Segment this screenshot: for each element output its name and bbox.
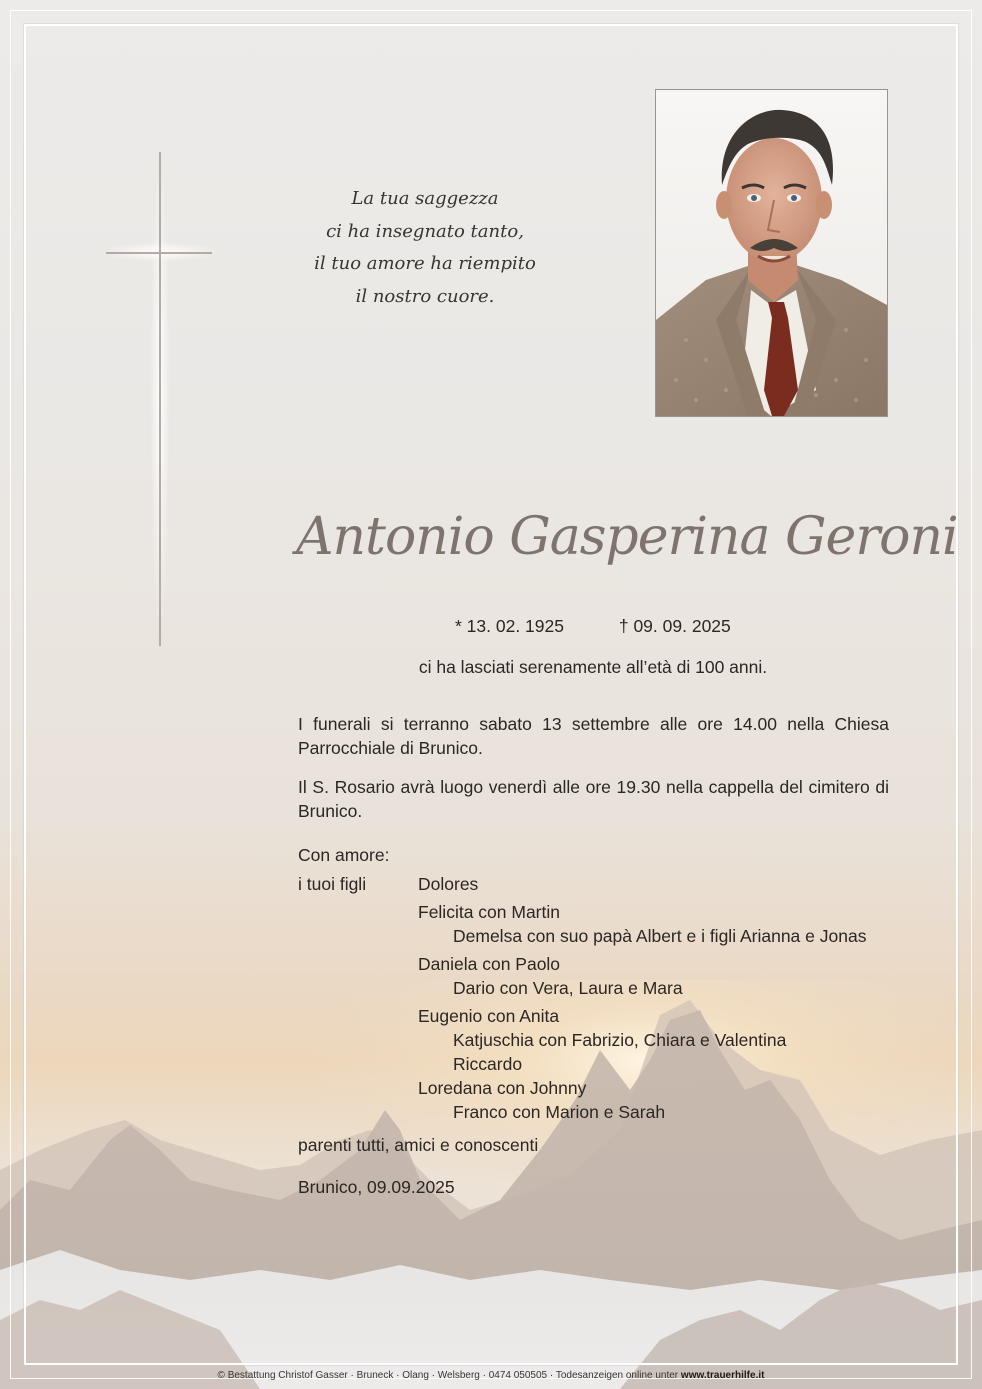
poem-line: ci ha insegnato tanto, xyxy=(326,220,524,242)
cross-icon xyxy=(100,140,220,660)
deceased-name: Antonio Gasperina Geroni xyxy=(296,507,958,567)
place-date: Brunico, 09.09.2025 xyxy=(298,1177,455,1197)
portrait-image xyxy=(656,90,887,416)
relatives-text: parenti tutti, amici e conoscenti xyxy=(298,1135,539,1155)
poem-line: il nostro cuore. xyxy=(355,285,495,307)
rosary-announcement: Il S. Rosario avrà luogo venerdì alle ore 19.30 nella cappella del cimitero di Brunico. xyxy=(298,777,889,821)
birth-date: * 13. 02. 1925 xyxy=(455,616,564,636)
passing-text: ci ha lasciati serenamente all’età di 100 anni. xyxy=(418,657,768,677)
family-list xyxy=(418,872,898,1124)
children-label: i tuoi figli xyxy=(298,874,367,894)
family-member: Daniela con Paolo xyxy=(418,954,561,974)
death-date: † 09. 09. 2025 xyxy=(618,616,731,636)
funeral-announcement: I funerali si terranno sabato 13 settembre alle ore 14.00 nella Chiesa Parrocchiale di Brunico. xyxy=(298,714,889,758)
mourners-intro: Con amore: xyxy=(298,845,390,865)
portrait-photo xyxy=(655,89,888,417)
footer-text: © Bestattung Christof Gasser · Bruneck · Olang · Welsberg · 0474 050505 · Todesanzeigen online unter xyxy=(217,1370,679,1381)
family-grandchild: Franco con Marion e Sarah xyxy=(453,1102,666,1122)
life-dates xyxy=(455,614,775,638)
family-member: Eugenio con Anita xyxy=(418,1006,560,1026)
family-member: Dolores xyxy=(418,874,479,894)
family-member: Loredana con Johnny xyxy=(418,1078,587,1098)
footer-website-link[interactable]: www.trauerhilfe.it xyxy=(680,1370,765,1381)
family-grandchild: Riccardo xyxy=(453,1054,523,1074)
family-grandchild: Demelsa con suo papà Albert e i figli Arianna e Jonas xyxy=(453,926,867,946)
family-grandchild: Katjuschia con Fabrizio, Chiara e Valentina xyxy=(453,1030,787,1050)
family-grandchild: Dario con Vera, Laura e Mara xyxy=(453,978,683,998)
poem-line: il tuo amore ha riempito xyxy=(314,253,536,274)
poem xyxy=(305,183,545,313)
footer xyxy=(0,1370,982,1381)
poem-line: La tua saggezza xyxy=(351,188,499,209)
family-member: Felicita con Martin xyxy=(418,902,560,922)
